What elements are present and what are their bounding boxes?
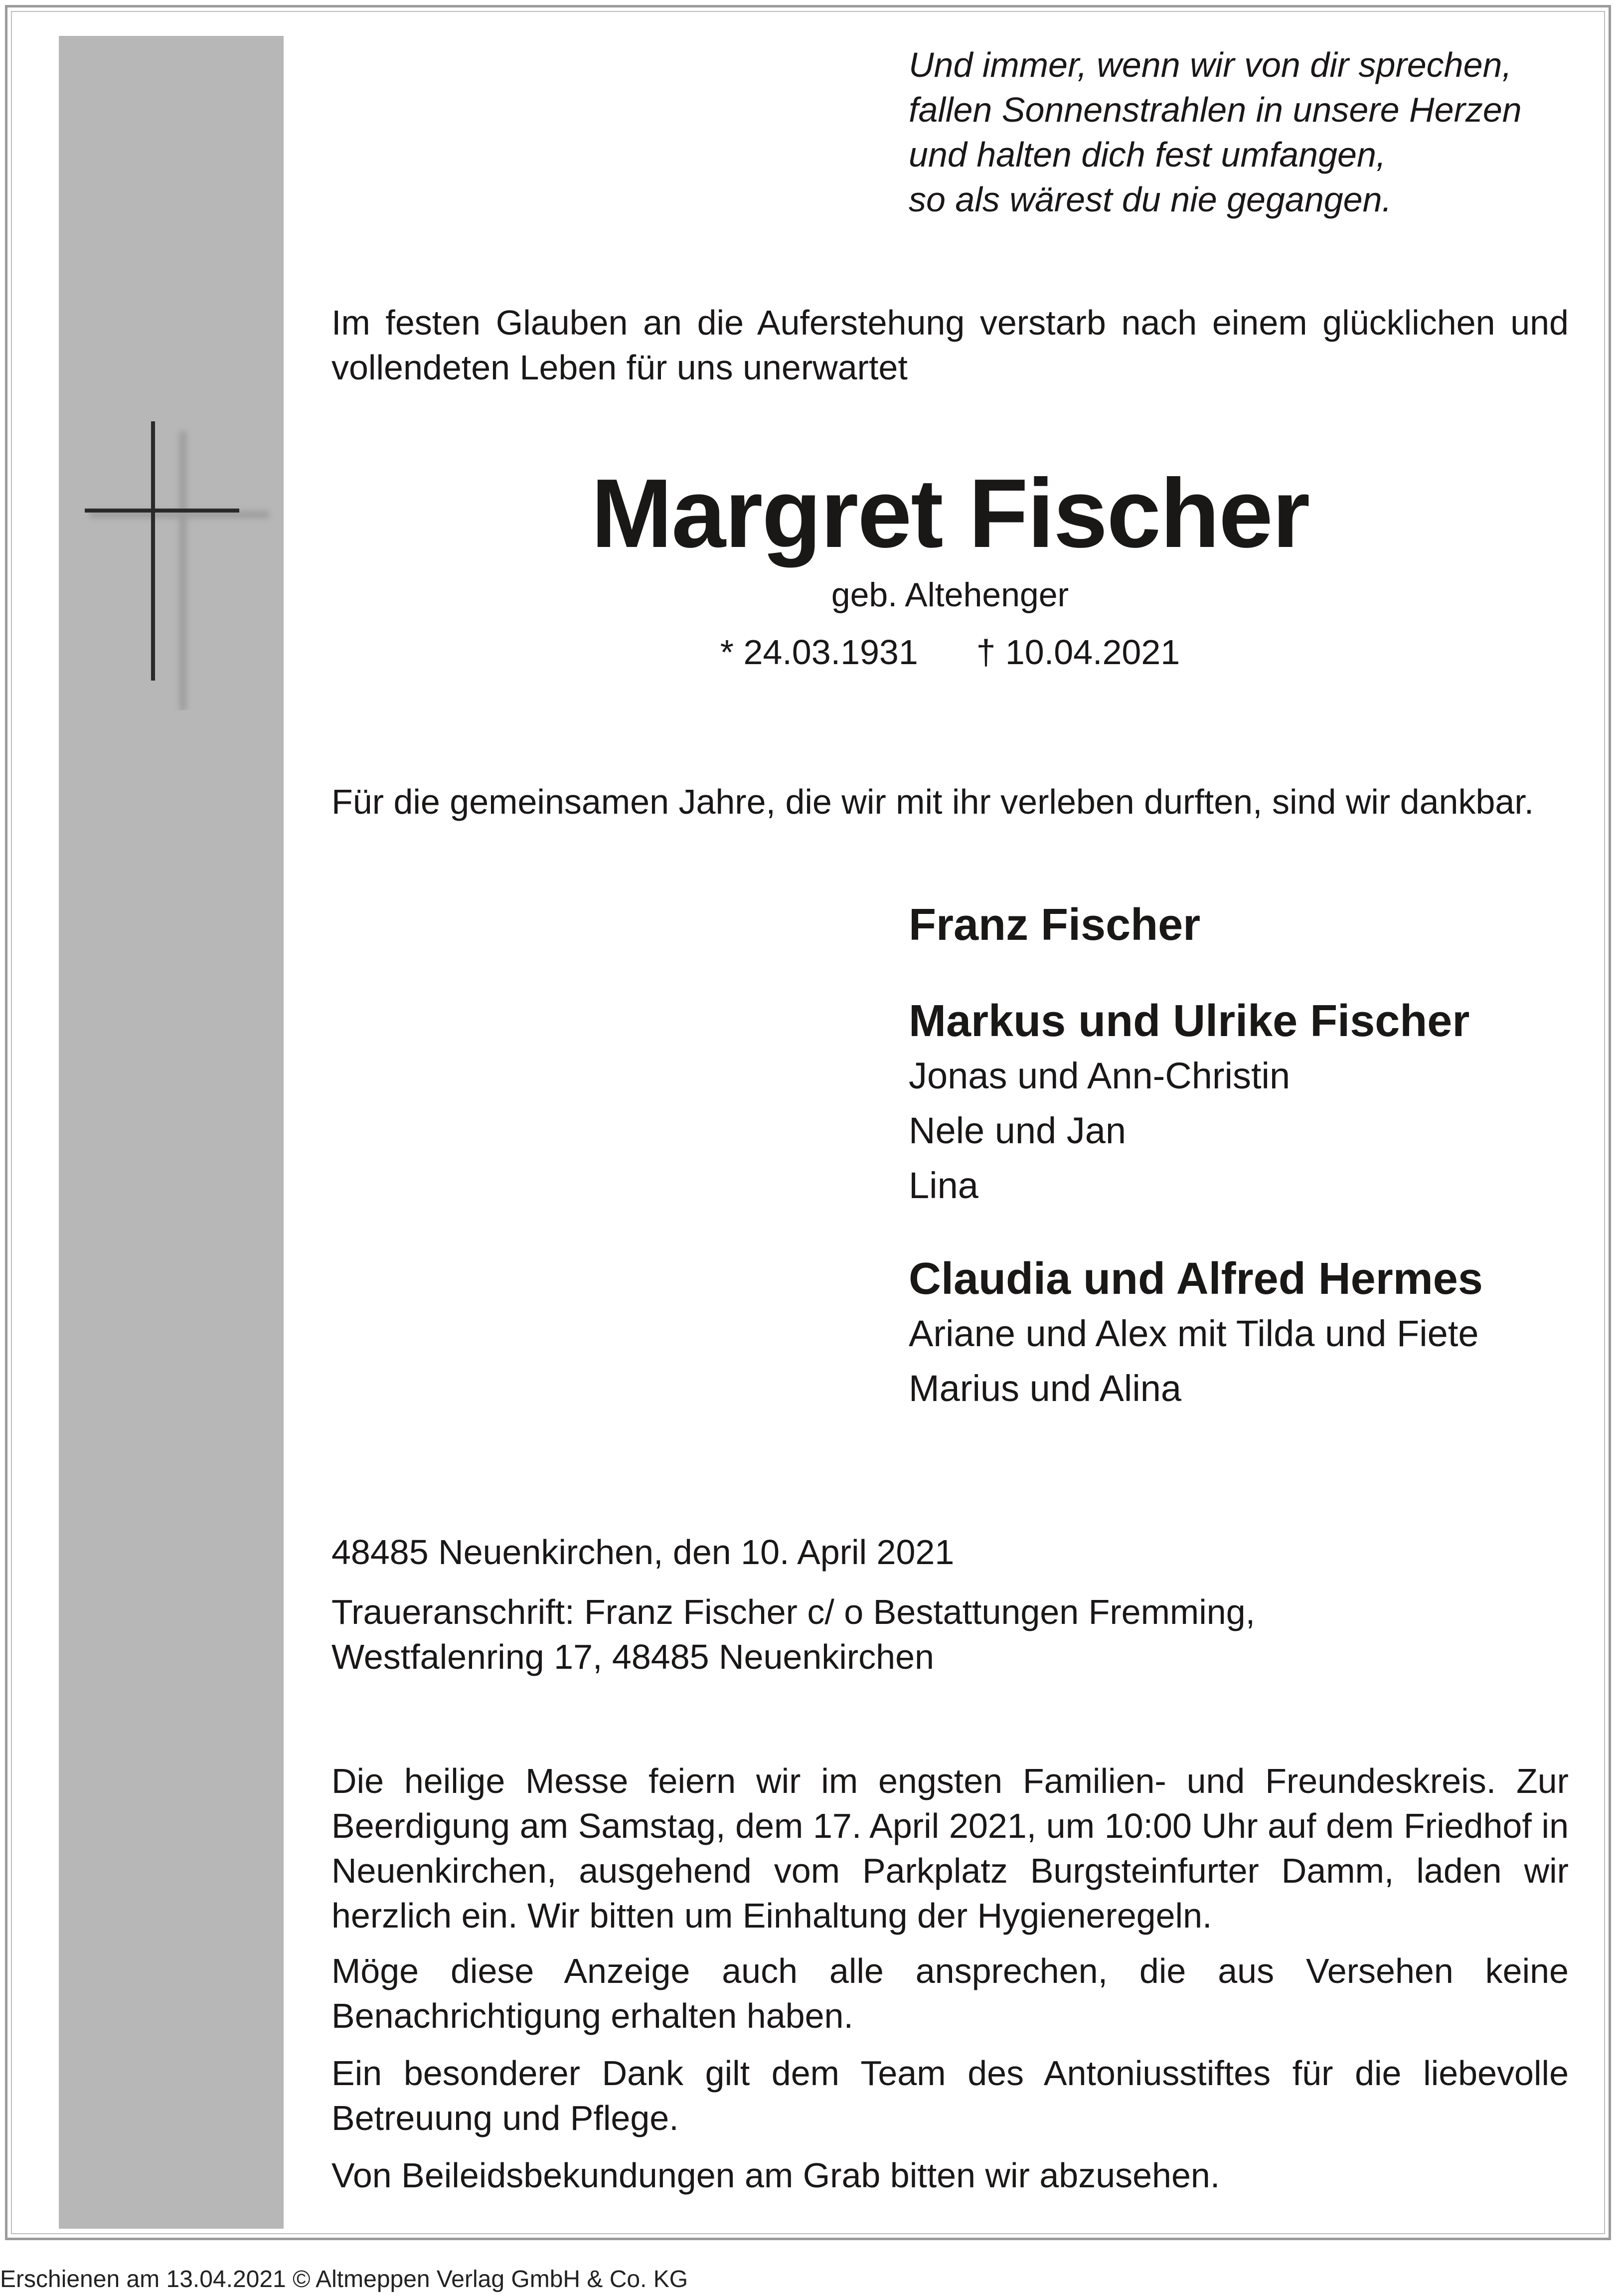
funeral-paragraph: Die heilige Messe feiern wir im engsten Familien- und Freundeskreis. Zur Beerdigung am Samstag, dem 17. April 2021, um 10:00 Uhr auf dem Friedhof in Neuenkirchen, ausgehend vom Parkplatz Burgsteinfurter Damm, laden wir herzlich ein. Wir bitten um Einhaltung der Hygieneregeln.: [331, 1762, 1569, 1935]
poem-line: Und immer, wenn wir von dir sprechen,: [909, 45, 1512, 84]
family-group: [909, 994, 1597, 1213]
mourning-address: [331, 1590, 1569, 1679]
deceased-name: Margret Fischer: [591, 459, 1309, 568]
poem-line: und halten dich fest umfangen,: [909, 135, 1386, 174]
family-member: Marius und Alina: [909, 1368, 1182, 1409]
place-date: 48485 Neuenkirchen, den 10. April 2021: [331, 1533, 955, 1572]
family-member: Jonas und Ann-Christin: [909, 1055, 1291, 1096]
family-name: Franz Fischer: [909, 900, 1201, 950]
address-line: Westfalenring 17, 48485 Neuenkirchen: [331, 1637, 934, 1676]
poem-line: so als wärest du nie gegangen.: [909, 180, 1392, 219]
family-group: [909, 897, 1597, 952]
family-member: Nele und Jan: [909, 1110, 1127, 1151]
condolences-paragraph: Von Beileidsbekundungen am Grab bitten wir abzusehen.: [331, 2156, 1220, 2195]
poem: [909, 42, 1597, 222]
poem-line: fallen Sonnenstrahlen in unsere Herzen: [909, 90, 1522, 129]
publication-footer: Erschienen am 13.04.2021 © Altmeppen Verlag GmbH & Co. KG: [0, 2266, 688, 2293]
cross-icon: [75, 421, 274, 710]
family-name: Markus und Ulrike Fischer: [909, 996, 1470, 1046]
intro-text: Im festen Glauben an die Auferstehung verstarb nach einem glücklichen und vollendeten Leben für uns unerwartet: [331, 303, 1569, 387]
death-date: † 10.04.2021: [976, 633, 1180, 672]
family-member: Lina: [909, 1165, 978, 1206]
thanks-text: Für die gemeinsamen Jahre, die wir mit ihr verleben durften, sind wir dankbar.: [331, 782, 1534, 821]
address-line: Traueranschrift: Franz Fischer c/ o Bestattungen Fremming,: [331, 1592, 1256, 1631]
gratitude-paragraph: Ein besonderer Dank gilt dem Team des Antoniusstiftes für die liebevolle Betreuung und Pflege.: [331, 2054, 1569, 2137]
family-name: Claudia und Alfred Hermes: [909, 1254, 1483, 1304]
birth-date: * 24.03.1931: [720, 633, 918, 672]
family-member: Ariane und Alex mit Tilda und Fiete: [909, 1313, 1479, 1354]
family-group: [909, 1251, 1597, 1416]
notice-paragraph: Möge diese Anzeige auch alle ansprechen, die aus Versehen keine Benachrichtigung erhalten haben.: [331, 1951, 1569, 2035]
side-band: [59, 36, 284, 2229]
life-dates: [331, 631, 1569, 674]
birth-name: geb. Altehenger: [831, 576, 1069, 614]
